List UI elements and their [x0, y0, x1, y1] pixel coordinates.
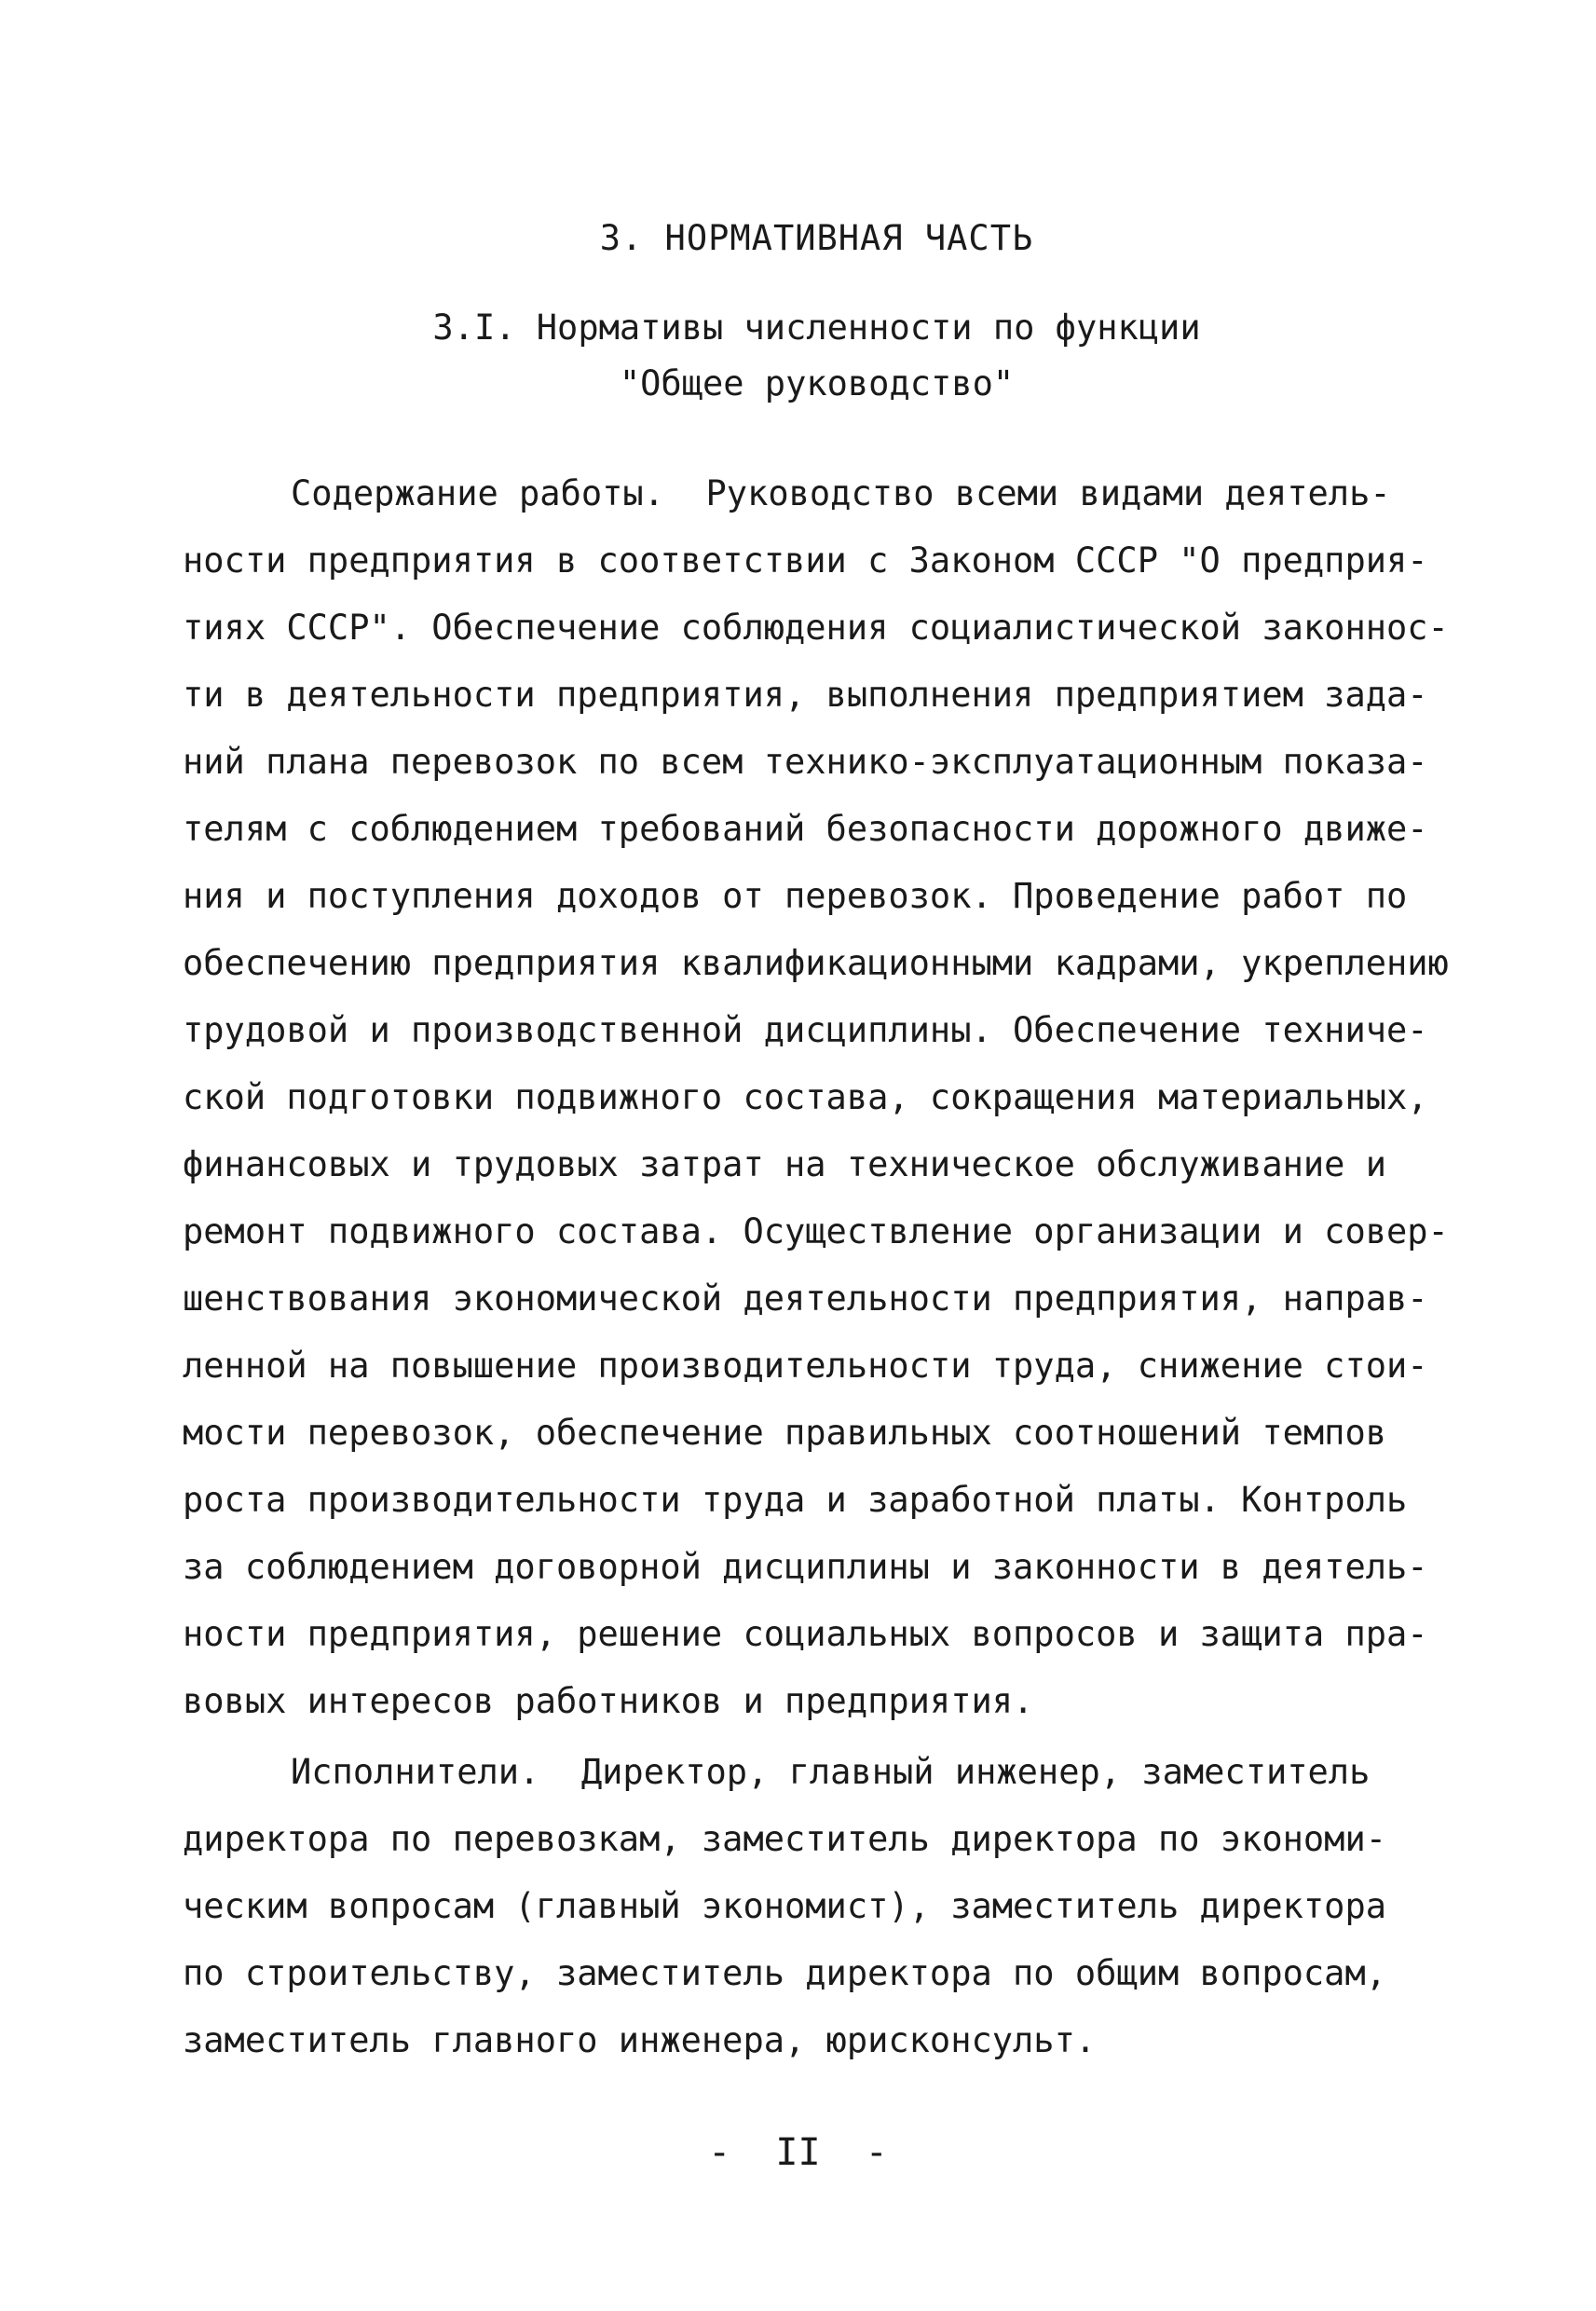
paragraph-line: заместитель главного инженера, юрисконсульт.: [183, 2020, 1097, 2060]
paragraph-line: ности предприятия, решение социальных вопросов и защита пра-: [183, 1614, 1428, 1654]
paragraph-line: ности предприятия в соответствии с Законом СССР "О предприя-: [183, 540, 1428, 581]
paragraph-line: трудовой и производственной дисциплины. Обеспечение техниче-: [183, 1010, 1428, 1050]
work-content-paragraph: [183, 460, 1449, 1735]
paragraph-line: вовых интересов работников и предприятия.: [183, 1681, 1034, 1721]
subsection-title-line-2: "Общее руководство": [619, 363, 1015, 403]
subsection-title: [0, 300, 1596, 412]
section-title: 3. НОРМАТИВНАЯ ЧАСТЬ: [599, 218, 1034, 258]
paragraph-line: Содержание работы. Руководство всеми видами деятель-: [291, 473, 1391, 513]
paragraph-line: мости перевозок, обеспечение правильных соотношений темпов: [183, 1413, 1387, 1453]
subsection-title-line-1: 3.I. Нормативы численности по функции: [432, 308, 1201, 348]
paragraph-line: шенствования экономической деятельности предприятия, направ-: [183, 1279, 1428, 1319]
paragraph-line: Исполнители. Директор, главный инженер, заместитель: [291, 1752, 1371, 1792]
paragraph-line: ти в деятельности предприятия, выполнения предприятием зада-: [183, 675, 1428, 715]
paragraph-line: ремонт подвижного состава. Осуществление организации и совер-: [183, 1211, 1449, 1251]
paragraph-line: обеспечению предприятия квалификационными кадрами, укреплению: [183, 943, 1449, 983]
performers-paragraph: [183, 1739, 1431, 2074]
paragraph-line: ния и поступления доходов от перевозок. Проведение работ по: [183, 876, 1408, 916]
paragraph-line: ческим вопросам (главный экономист), заместитель директора: [183, 1886, 1387, 1926]
paragraph-line: по строительству, заместитель директора по общим вопросам,: [183, 1953, 1387, 1993]
paragraph-line: ний плана перевозок по всем технико-эксплуатационным показа-: [183, 742, 1428, 782]
paragraph-line: финансовых и трудовых затрат на техническое обслуживание и: [183, 1144, 1387, 1184]
paragraph-line: ленной на повышение производительности труда, снижение стои-: [183, 1346, 1428, 1386]
paragraph-line: директора по перевозкам, заместитель директора по экономи-: [183, 1819, 1387, 1859]
page-number: - II -: [708, 2131, 888, 2174]
paragraph-line: ской подготовки подвижного состава, сокращения материальных,: [183, 1077, 1428, 1117]
paragraph-line: тиях СССР". Обеспечение соблюдения социалистической законнос-: [183, 608, 1449, 648]
paragraph-line: телям с соблюдением требований безопасности дорожного движе-: [183, 809, 1428, 849]
paragraph-line: за соблюдением договорной дисциплины и законности в деятель-: [183, 1547, 1428, 1587]
paragraph-line: роста производительности труда и заработной платы. Контроль: [183, 1480, 1408, 1520]
